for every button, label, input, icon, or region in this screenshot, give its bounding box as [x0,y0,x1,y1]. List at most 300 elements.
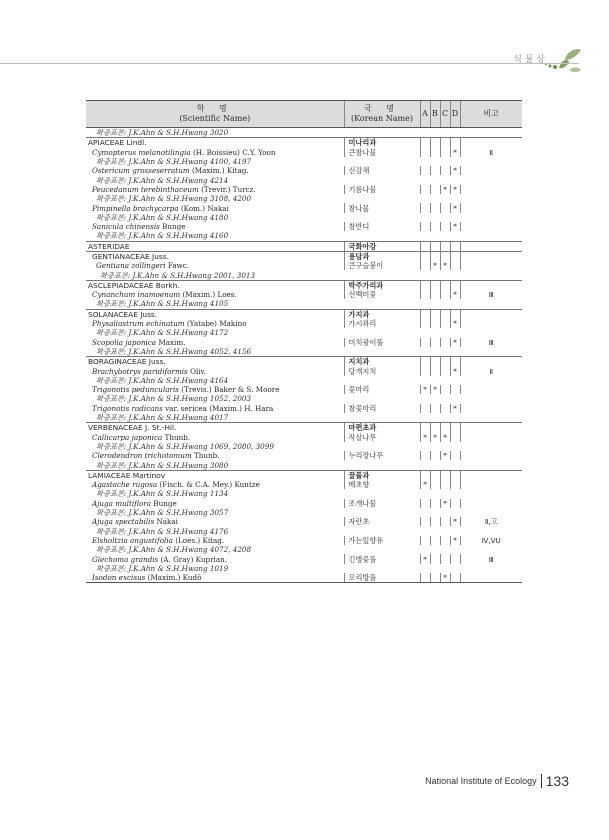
empty-cell [344,299,420,309]
empty-cell [450,526,460,535]
empty-cell [460,376,522,385]
species-row [86,166,522,175]
korean-name: 조개나물 [344,499,420,508]
empty-cell [460,213,522,222]
scientific-name [86,554,344,563]
voucher-specimen: 확증표본: J.K.Ahn & S.H.Hwang 1134 [96,489,229,499]
empty-cell [430,545,440,554]
header-col-a: A [420,101,430,128]
species-author: (Trevis.) Baker & S. Moore [181,385,280,395]
mark-d: * [450,203,460,212]
empty-cell [440,545,450,554]
empty-cell [460,470,522,480]
empty-cell [460,270,522,280]
mark-c [440,166,450,175]
species-binomial: Ostericum grosseserratum [92,166,190,176]
mark-c [440,385,450,394]
note [460,404,522,413]
voucher-specimen: 확증표본: J.K.Ahn & S.H.Hwang 1069, 2080, 3099 [96,441,274,451]
mark-b [430,338,440,347]
empty-cell [430,309,440,319]
empty-cell [450,357,460,367]
empty-cell [430,357,440,367]
korean-name: 가시꽈리 [344,319,420,328]
species-author: (Loes.) Kitag. [175,535,225,545]
korean-name: 오리방풀 [344,573,420,583]
species-author: Bunge [162,222,186,232]
empty-cell [430,175,440,184]
species-author: (A. Gray) Kuprian. [160,554,228,564]
species-table [86,100,522,583]
empty-cell [430,526,440,535]
scientific-name [86,433,344,442]
empty-cell [440,138,450,148]
voucher-row [86,564,522,573]
empty-cell [344,545,420,554]
empty-cell [450,394,460,403]
empty-cell [420,299,430,309]
empty-cell [440,394,450,403]
mark-b [430,319,440,328]
empty-cell [420,526,430,535]
voucher-specimen: 확증표본: J.K.Ahn & S.H.Hwang 3080 [96,460,229,470]
empty-cell [420,423,430,433]
table-header [86,101,522,128]
mark-d: * [450,185,460,194]
scientific-name [86,166,344,175]
scientific-name [86,385,344,394]
voucher-specimen: 확증표본: J.K.Ahn & S.H.Hwang 4172 [96,328,229,338]
species-row [86,385,522,394]
scientific-name [86,499,344,508]
note [460,166,522,175]
family-korean-name: 가지과 [344,309,420,319]
mark-b: * [430,261,440,270]
empty-cell [460,309,522,319]
note [460,222,522,231]
species-binomial: Cymopterus melanotilingia [92,147,191,157]
mark-d: * [450,338,460,347]
empty-cell [440,347,450,357]
korean-name: 참나물 [344,203,420,212]
header-rule [0,63,579,64]
mark-b [430,573,440,583]
family-korean-name: 지치과 [344,357,420,367]
empty-cell [440,470,450,480]
species-binomial: Physaliastrum echinatum [92,319,185,329]
mark-b: * [430,385,440,394]
species-author: Nakai [156,517,178,527]
empty-cell [430,376,440,385]
empty-cell [344,489,420,498]
family-korean-name: 용담과 [344,251,420,261]
species-row [86,148,522,157]
empty-cell [440,280,450,290]
empty-cell [440,128,450,138]
voucher-specimen: 확증표본: J.K.Ahn & S.H.Hwang 4214 [96,175,229,185]
species-row [86,451,522,460]
korean-name: 참반디 [344,222,420,231]
species-row [86,185,522,194]
mark-d: * [450,290,460,299]
empty-cell [430,270,440,280]
empty-cell [440,194,450,203]
family-name: APIACEAE Lindl. [86,138,344,148]
mark-d: * [450,166,460,175]
empty-cell [450,157,460,166]
empty-cell [420,413,430,423]
mark-b [430,536,440,545]
species-binomial: Isodon excisus [92,573,146,583]
mark-b [430,404,440,413]
mark-c [440,554,450,563]
empty-cell [450,347,460,357]
species-binomial: Peucedanum terebinthaceum [92,184,199,194]
empty-cell [420,270,430,280]
mark-b [430,222,440,231]
korean-name: 미치광이풀 [344,338,420,347]
voucher-specimen: 확증표본: J.K.Ahn & S.H.Hwang 4160 [96,231,229,241]
family-row [86,280,522,290]
mark-a [420,203,430,212]
note: Ⅲ [460,554,522,563]
mark-c: * [440,451,450,460]
species-binomial: Cynanchum inamoenum [92,290,181,300]
empty-cell [344,394,420,403]
header-col-c: C [440,101,450,128]
empty-cell [460,128,522,138]
species-author: Bunge [153,498,177,508]
family-row [86,241,522,251]
scientific-name [86,319,344,328]
empty-cell [420,194,430,203]
empty-cell [440,309,450,319]
table-body [86,128,522,583]
korean-name: 큰참나물 [344,148,420,157]
family-name: ASTERIDAE [86,241,344,251]
voucher-specimen: 확증표본: J.K.Ahn & S.H.Hwang 4100, 4197 [96,157,252,167]
species-binomial: Trigonotis radicans [92,403,163,413]
mark-a: * [420,480,430,489]
empty-cell [460,564,522,573]
korean-name: 당개지치 [344,366,420,375]
mark-d [450,261,460,270]
empty-cell [460,357,522,367]
empty-cell [420,231,430,241]
scientific-name [86,573,344,583]
empty-cell [450,508,460,517]
empty-cell [440,328,450,337]
species-binomial: Pimpinella brachycarpa [92,203,179,213]
empty-cell [460,138,522,148]
scientific-name [86,290,344,299]
empty-cell [430,299,440,309]
empty-cell [450,128,460,138]
mark-a [420,404,430,413]
mark-d [450,499,460,508]
species-row [86,536,522,545]
species-binomial: Ajuga spectabilis [92,517,155,527]
mark-c [440,517,450,526]
mark-d [450,385,460,394]
empty-cell [430,347,440,357]
mark-c [440,290,450,299]
family-row [86,138,522,148]
species-binomial: Scopolia japonica [92,337,157,347]
empty-cell [430,394,440,403]
mark-d: * [450,536,460,545]
mark-b [430,185,440,194]
note: Ⅱ [460,366,522,375]
voucher-row [86,299,522,309]
voucher-specimen: 확증표본: J.K.Ahn & S.H.Hwang 1052, 2003 [96,394,252,404]
empty-cell [420,489,430,498]
empty-cell [450,460,460,470]
empty-cell [430,489,440,498]
korean-name: 신감채 [344,166,420,175]
voucher-row [86,328,522,337]
scientific-name [86,222,344,231]
empty-cell [450,328,460,337]
empty-cell [420,241,430,251]
empty-cell [450,270,460,280]
empty-cell [344,157,420,166]
empty-cell [430,157,440,166]
empty-cell [420,309,430,319]
empty-cell [440,299,450,309]
empty-cell [420,251,430,261]
empty-cell [440,460,450,470]
note [460,319,522,328]
empty-cell [450,241,460,251]
empty-cell [344,564,420,573]
mark-d: * [450,148,460,157]
empty-cell [440,508,450,517]
note: Ⅲ [460,338,522,347]
mark-d [450,480,460,489]
scientific-name [86,404,344,413]
mark-a [420,261,430,270]
family-row [86,309,522,319]
empty-cell [460,442,522,451]
species-binomial: Elsholtzia angustifolia [92,535,173,545]
mark-d [450,573,460,583]
empty-cell [420,442,430,451]
mark-c [440,148,450,157]
voucher-row [86,347,522,357]
empty-cell [440,423,450,433]
mark-c [440,480,450,489]
empty-cell [460,175,522,184]
mark-d: * [450,366,460,375]
header-col-d: D [450,101,460,128]
voucher-row [86,413,522,423]
mark-b [430,451,440,460]
family-name: SOLANACEAE Juss. [86,309,344,319]
empty-cell [460,413,522,423]
empty-cell [420,545,430,554]
voucher-specimen: 확증표본: J.K.Ahn & S.H.Hwang 4105 [96,299,229,309]
note [460,203,522,212]
mark-a [420,499,430,508]
empty-cell [430,213,440,222]
note [460,573,522,583]
korean-name: 누리장나무 [344,451,420,460]
note: Ⅳ,VU [460,536,522,545]
empty-cell [460,526,522,535]
mark-b [430,366,440,375]
voucher-row [86,508,522,517]
empty-cell [450,299,460,309]
voucher-row [86,526,522,535]
footer-organization: National Institute of Ecology [425,775,537,786]
page-number: 133 [545,772,569,789]
empty-cell [430,413,440,423]
empty-cell [440,357,450,367]
empty-cell [344,347,420,357]
species-author: var. sericea (Maxim.) H. Hara [165,403,274,413]
species-row [86,338,522,347]
voucher-row [86,157,522,166]
empty-cell [450,489,460,498]
empty-cell [430,280,440,290]
empty-cell [430,442,440,451]
empty-cell [420,157,430,166]
empty-cell [420,357,430,367]
empty-cell [430,564,440,573]
species-author: Thunb. [193,451,220,461]
empty-cell [344,413,420,423]
voucher-specimen: 확증표본: J.K.Ahn & S.H.Hwang 1019 [96,563,229,573]
mark-c [440,338,450,347]
species-row [86,203,522,212]
mark-c: * [440,573,450,583]
voucher-row [86,489,522,498]
footer-divider [541,774,542,788]
mark-a [420,319,430,328]
mark-b [430,554,440,563]
mark-a [420,536,430,545]
note [460,499,522,508]
empty-cell [430,423,440,433]
empty-cell [450,309,460,319]
voucher-row [86,128,522,138]
species-row [86,319,522,328]
species-binomial: Sanicula chinensis [92,222,160,232]
empty-cell [440,413,450,423]
empty-cell [440,175,450,184]
voucher-row [86,394,522,403]
mark-d: * [450,404,460,413]
empty-cell [420,328,430,337]
korean-name: 가는잎향유 [344,536,420,545]
scientific-name [86,366,344,375]
empty-cell [420,280,430,290]
voucher-row [86,545,522,554]
species-binomial: Callicarpa japonica [92,432,163,442]
voucher-row [86,270,522,280]
mark-a [420,366,430,375]
voucher-specimen: 확증표본: J.K.Ahn & S.H.Hwang 4052, 4156 [96,346,252,356]
note [460,185,522,194]
empty-cell [460,328,522,337]
empty-cell [344,460,420,470]
empty-cell [344,442,420,451]
mark-d: * [450,517,460,526]
mark-c [440,319,450,328]
mark-c: * [440,185,450,194]
empty-cell [460,157,522,166]
species-binomial: Ajuga multiflora [92,498,151,508]
species-row [86,517,522,526]
note [460,451,522,460]
species-author: (Trevir.) Turcz. [201,184,256,194]
korean-name: 작살나무 [344,433,420,442]
korean-name: 긴병꽃풀 [344,554,420,563]
scientific-name [86,451,344,460]
empty-cell [450,280,460,290]
empty-cell [430,508,440,517]
empty-cell [440,251,450,261]
scientific-name [86,148,344,157]
scientific-name [86,185,344,194]
species-row [86,554,522,563]
mark-a: * [420,385,430,394]
empty-cell [440,213,450,222]
empty-cell [440,157,450,166]
empty-cell [460,299,522,309]
empty-cell [344,376,420,385]
voucher-specimen: 확증표본: J.K.Ahn & S.H.Hwang 3108, 4200 [96,194,252,204]
empty-cell [430,231,440,241]
header-note: 비고 [460,101,522,128]
empty-cell [450,194,460,203]
species-binomial: Trigonotis peduncularis [92,385,179,395]
empty-cell [450,413,460,423]
species-author: (Kom.) Nakai [180,203,229,213]
scientific-name [86,517,344,526]
empty-cell [460,460,522,470]
mark-a [420,451,430,460]
voucher-row [86,376,522,385]
species-author: (Maxim.) Kitag. [191,166,249,176]
mark-a: * [420,554,430,563]
empty-cell [450,564,460,573]
family-row [86,470,522,480]
species-binomial: Agastache rugosa [92,480,158,490]
empty-cell [460,280,522,290]
leaf-ornament-icon [543,46,583,76]
species-author: Thunb. [164,432,191,442]
header-scientific-name [86,101,344,128]
empty-cell [344,128,420,138]
empty-cell [450,442,460,451]
mark-a [420,573,430,583]
species-row [86,366,522,375]
mark-c [440,536,450,545]
mark-b [430,203,440,212]
mark-d [450,451,460,460]
mark-d [450,433,460,442]
page-footer [425,772,569,790]
empty-cell [460,241,522,251]
empty-cell [460,545,522,554]
mark-d: * [450,222,460,231]
empty-cell [344,328,420,337]
mark-c: * [440,261,450,270]
voucher-row [86,213,522,222]
mark-d [450,554,460,563]
